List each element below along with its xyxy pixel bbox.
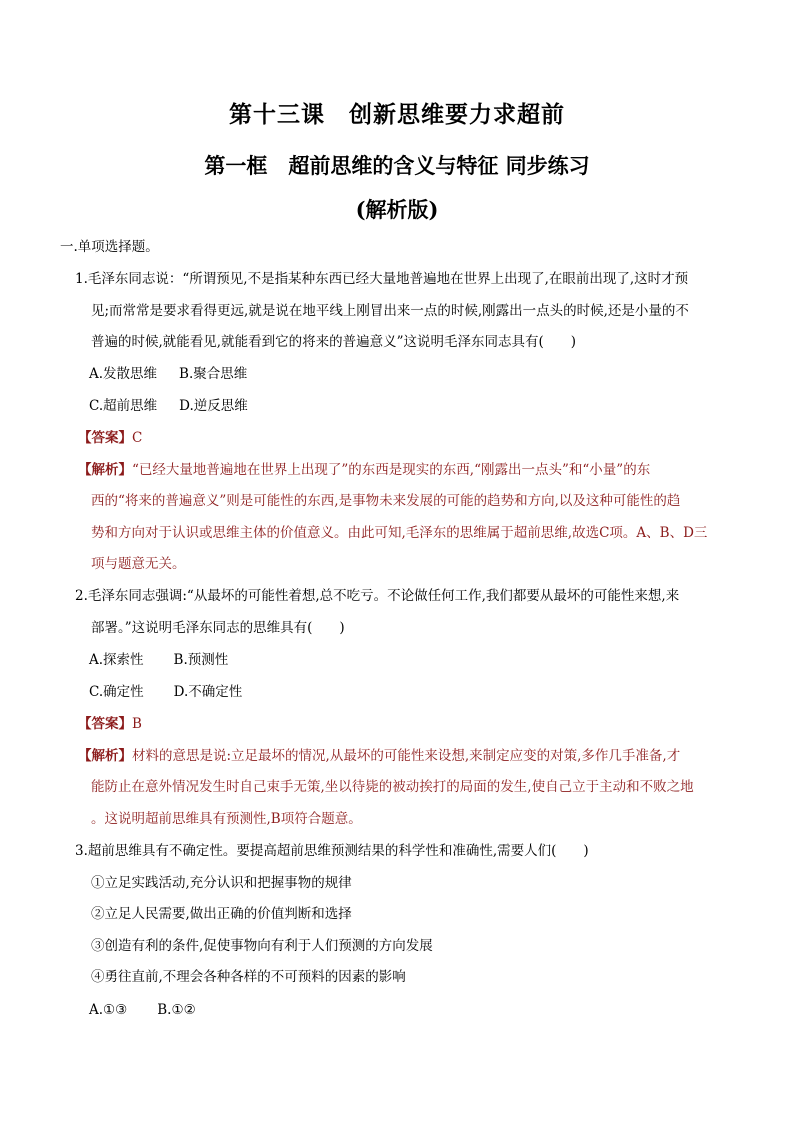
section-heading: 一.单项选择题。 [60, 239, 159, 255]
q2-stem-line-1: 2.毛泽东同志强调:“从最坏的可能性着想,总不吃亏。不论做任何工作,我们都要从最坏的可能性来想,来 [75, 588, 680, 604]
lesson-title: 第十三课 创新思维要力求超前 [229, 101, 565, 128]
edition-label: (解析版) [355, 197, 439, 222]
q2-answer-label: 【答案】 [78, 716, 132, 732]
q1-analysis-text-1: “已经大量地普遍地在世界上出现了”的东西是现实的东西,“刚露出一点头”和“小量”的东 [132, 462, 651, 478]
q1-answer [78, 429, 142, 447]
q1-stem-line-1: 1.毛泽东同志说：“所谓预见,不是指某种东西已经大量地普遍地在世界上出现了,在眼前出现了,这时才预 [75, 271, 689, 287]
q2-answer [78, 715, 142, 733]
q1-option-d: D.逆反思维 [179, 398, 248, 414]
q1-options-row-2 [89, 397, 248, 415]
q1-stem-line-3: 普遍的时候,就能看见,就能看到它的将来的普遍意义”这说明毛泽东同志具有( ) [91, 334, 577, 350]
q1-option-a: A.发散思维 [89, 366, 158, 382]
q2-stem-line-2: 部署。”这说明毛泽东同志的思维具有( ) [91, 620, 345, 636]
q1-analysis-line-3: 势和方向对于认识或思维主体的价值意义。由此可知,毛泽东的思维属于超前思维,故选C项。A、B、D三 [91, 525, 708, 541]
q2-answer-value: B [132, 716, 142, 732]
q2-options-row-1 [89, 651, 228, 669]
q2-analysis-line-2: 能防止在意外情况发生时自己束手无策,坐以待毙的被动挨打的局面的发生,使自己立于主动和不败之地 [91, 779, 694, 795]
q2-option-c: C.确定性 [89, 684, 144, 700]
q1-analysis-line-4: 项与题意无关。 [91, 556, 186, 572]
q1-option-c: C.超前思维 [89, 398, 158, 414]
q1-analysis-line-2: 西的“将来的普遍意义”则是可能性的东西,是事物未来发展的可能的趋势和方向,以及这种可能性的趋 [91, 493, 681, 509]
q2-analysis-line-1 [78, 747, 680, 765]
q1-analysis-line-1 [78, 461, 650, 479]
q2-options-row-2 [89, 683, 242, 701]
q2-option-a: A.探索性 [89, 652, 144, 668]
q2-analysis-label: 【解析】 [78, 748, 132, 764]
q2-option-d: D.不确定性 [173, 684, 243, 700]
q3-item-3: ③创造有利的条件,促使事物向有利于人们预测的方向发展 [91, 938, 433, 954]
q2-option-b: B.预测性 [173, 652, 229, 668]
q1-analysis-label: 【解析】 [78, 462, 132, 478]
q2-analysis-text-1: 材料的意思是说:立足最坏的情况,从最坏的可能性来设想,来制定应变的对策,多作几手准备,才 [132, 748, 681, 764]
q1-answer-label: 【答案】 [78, 430, 132, 446]
q3-item-2: ②立足人民需要,做出正确的价值判断和选择 [91, 906, 352, 922]
q2-analysis-line-3: 。这说明超前思维具有预测性,B项符合题意。 [91, 811, 362, 827]
section-subtitle: 第一框 超前思维的含义与特征 同步练习 [204, 153, 590, 178]
q3-option-a: A.①③ [89, 1002, 128, 1018]
q3-item-1: ①立足实践活动,充分认识和把握事物的规律 [91, 875, 352, 891]
q1-options-row-1 [89, 365, 247, 383]
q3-options-row-1 [89, 1001, 196, 1019]
q3-stem: 3.超前思维具有不确定性。要提高超前思维预测结果的科学性和准确性,需要人们( ) [75, 843, 589, 859]
q1-answer-value: C [132, 430, 143, 446]
q1-option-b: B.聚合思维 [179, 366, 248, 382]
q3-option-b: B.①② [157, 1002, 196, 1018]
q3-item-4: ④勇往直前,不理会各种各样的不可预料的因素的影响 [91, 969, 406, 985]
q1-stem-line-2: 见;而常常是要求看得更远,就是说在地平线上刚冒出来一点的时候,刚露出一点头的时候,还是小量的不 [91, 303, 689, 319]
